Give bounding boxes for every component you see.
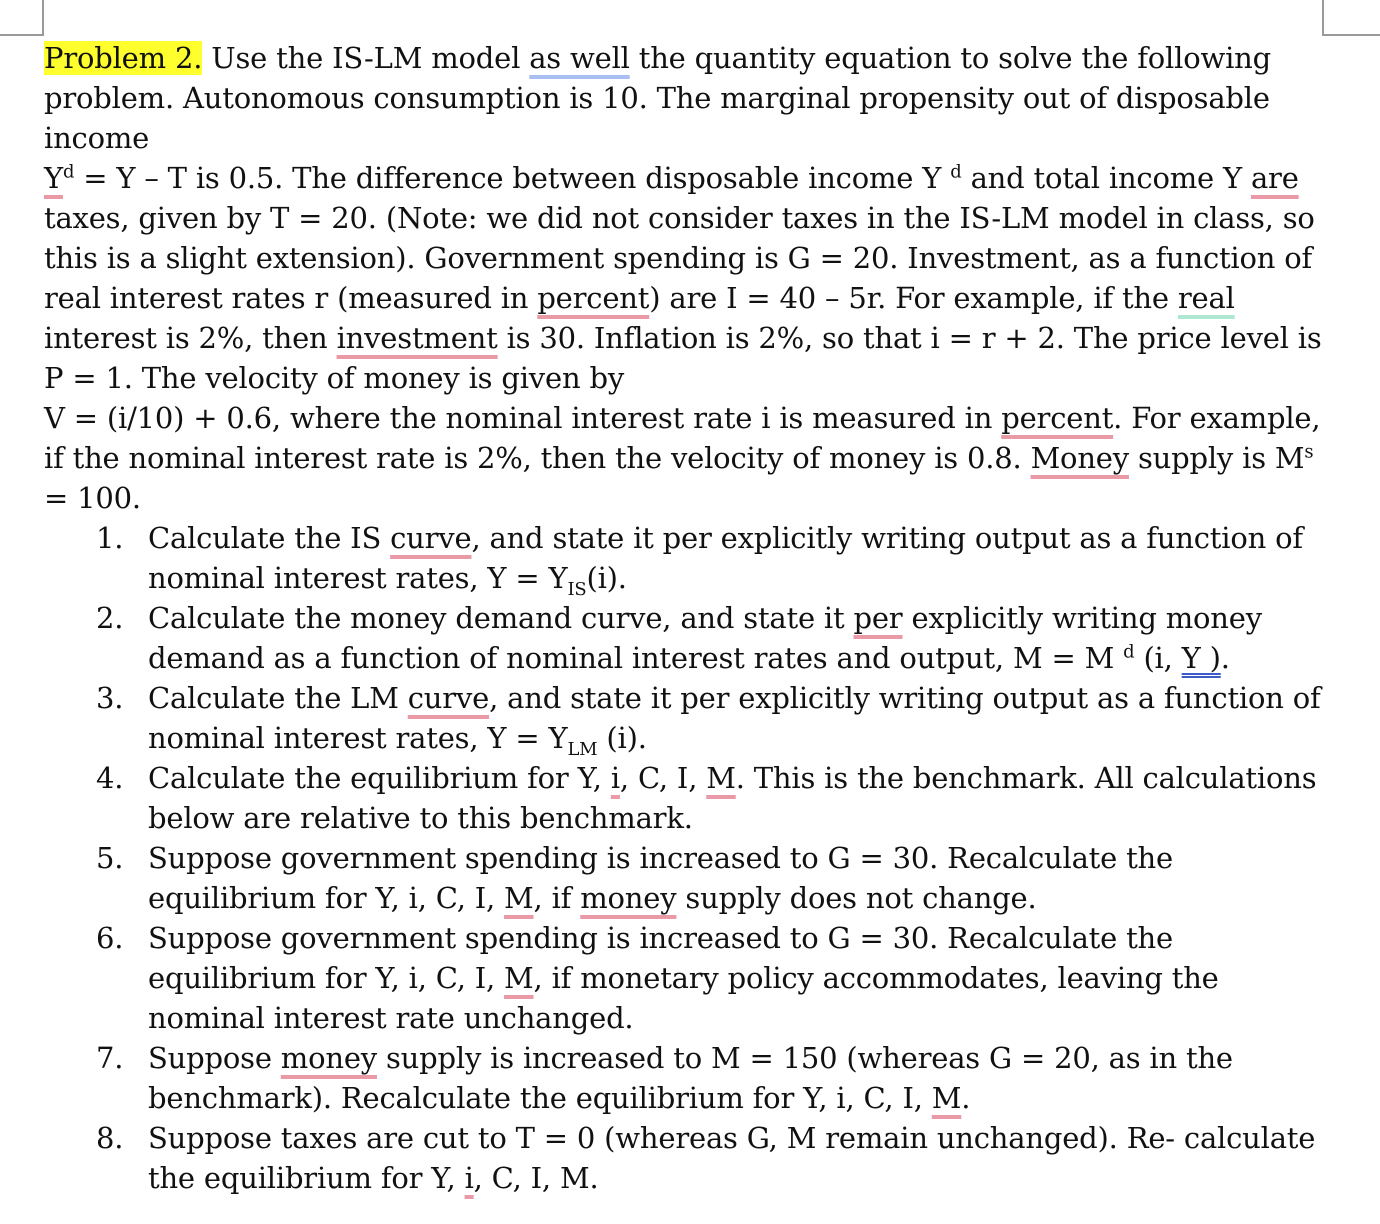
list-number: 1. xyxy=(96,521,124,555)
list-number: 6. xyxy=(96,921,124,955)
list-item: 5. Suppose government spending is increased to G = 30. Recalculate the equilibrium for Y, i, C, I, M, if money supply does not change. xyxy=(44,838,1334,918)
spell-flag-i: i xyxy=(464,1161,474,1195)
list-item: 3. Calculate the LM curve, and state it per explicitly writing output as a function of nominal interest rates, $Y = Y_{LM}$ (i). xyxy=(44,678,1334,758)
list-item: 1. Calculate the IS curve, and state it per explicitly writing output as a function of nominal interest rates, $Y = Y_{IS}(i)$. xyxy=(44,518,1334,598)
list-item: 7. Suppose money supply is increased to M = 150 (whereas G = 20, as in the benchmark). Recalculate the equilibrium for Y, i, C, I, M. xyxy=(44,1038,1334,1118)
spell-flag-m: M xyxy=(931,1081,962,1115)
style-flag-real: real xyxy=(1177,281,1235,315)
spell-flag-are: are xyxy=(1250,161,1299,195)
list-item: 6. Suppose government spending is increased to G = 30. Recalculate the equilibrium for Y, i, C, I, M, if monetary policy accommodates, leaving the nominal interest rate unchanged. xyxy=(44,918,1334,1038)
document-body xyxy=(44,38,1334,1198)
spell-flag-per: per xyxy=(853,601,903,635)
spell-flag-money: money xyxy=(580,881,677,915)
list-number: 3. xyxy=(96,681,124,715)
list-number: 5. xyxy=(96,841,124,875)
grammar-flag-y: Y ) xyxy=(1181,641,1221,675)
list-item: 2. Calculate the money demand curve, and state it per explicitly writing money demand as a function of nominal interest rates and output, M = M $^d$ (i, Y ). xyxy=(44,598,1334,678)
grammar-flag-as-well: as well xyxy=(529,41,630,75)
spell-flag-money: Money xyxy=(1030,441,1129,475)
spell-flag-curve: curve xyxy=(407,681,490,715)
spell-flag-m: M xyxy=(504,881,534,915)
list-number: 7. xyxy=(96,1041,124,1075)
spell-flag-percent-2: percent xyxy=(1001,401,1114,435)
spell-flag-percent: percent xyxy=(537,281,650,315)
spell-flag-m: M xyxy=(706,761,736,795)
spell-flag-i: i xyxy=(610,761,620,795)
list-item: 8. Suppose taxes are cut to T = 0 (whereas G, M remain unchanged). Re- calculate the equilibrium for Y, i, C, I, M. xyxy=(44,1118,1334,1198)
page-corner-top-right xyxy=(1322,0,1380,36)
spell-flag-investment: investment xyxy=(336,321,498,355)
page-corner-top-left xyxy=(0,0,44,36)
problem-label: Problem 2. xyxy=(44,41,203,75)
list-item: 4. Calculate the equilibrium for Y, i, C, I, M. This is the benchmark. All calculations below are relative to this benchmark. xyxy=(44,758,1334,838)
list-number: 2. xyxy=(96,601,124,635)
problem-statement: Problem 2. Use the IS-LM model as well the quantity equation to solve the following problem. Autonomous consumption is 10. The marginal propensity out of disposable income $Y^d = Y - T$ is 0.5. The difference between disposable income Y $^d$ and total income Y are taxes, given by T = 20. (Note: we did not consider taxes in the IS-LM model in class, so this is a slight extension). Government spending is G = 20. Investment, as a function of real interest rates r (measured in percent) are I = 40 – 5r. For example, if the real interest is 2%, then investment is 30. Inflation is 2%, so that i = r + 2. The price level is P = 1. The velocity of money is given by V = (i/10) + 0.6, where the nominal interest rate i is measured in percent. For example, if the nominal interest rate is 2%, then the velocity of money is 0.8. Money supply is $M^s = 100$. xyxy=(44,41,1322,515)
question-list xyxy=(44,518,1334,1198)
spell-flag-yd: Y xyxy=(44,161,63,195)
spell-flag-curve: curve xyxy=(390,521,472,555)
spell-flag-m: M xyxy=(504,961,534,995)
list-number: 8. xyxy=(96,1121,124,1155)
spell-flag-money: money xyxy=(280,1041,377,1075)
list-number: 4. xyxy=(96,761,124,795)
